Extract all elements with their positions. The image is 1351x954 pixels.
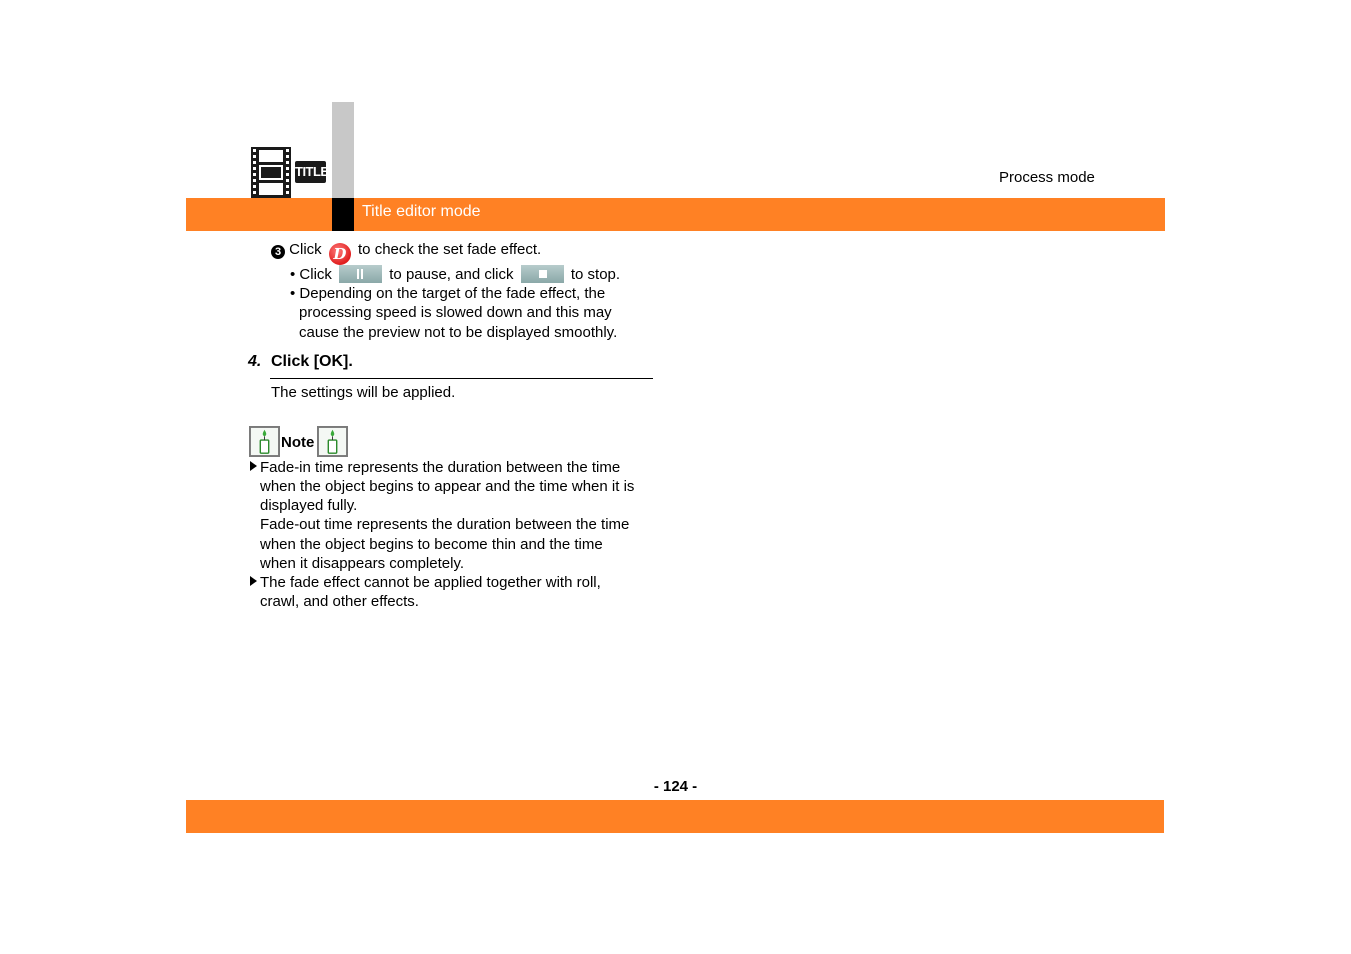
step3-click-prefix: Click: [289, 241, 322, 258]
candle-note-icon: [249, 426, 280, 457]
candle-note-icon: [317, 426, 348, 457]
step3-bullet2-line2: processing speed is slowed down and this may: [299, 304, 612, 321]
bullet1-suffix: to stop.: [570, 266, 621, 283]
play-d-icon: D: [329, 243, 351, 265]
pause-button-icon: [339, 265, 382, 283]
section-title: Title editor mode: [362, 203, 481, 220]
film-strip-icon: [251, 147, 291, 198]
triangle-bullet-icon: [250, 461, 257, 471]
step3-bullet2-line3: cause the preview not to be displayed smoothly.: [299, 324, 618, 341]
note-item1-line5: when the object begins to become thin and the time: [260, 536, 603, 553]
header-gray-tab: [332, 102, 354, 198]
bullet1-middle: to pause, and click: [389, 266, 514, 283]
triangle-bullet-icon: [250, 576, 257, 586]
note-item2-line1: The fade effect cannot be applied together with roll,: [260, 574, 601, 591]
note-item1-line4: Fade-out time represents the duration between the time: [260, 516, 630, 533]
step3-bullet1: [290, 265, 620, 284]
bullet1-prefix: • Click: [290, 266, 332, 283]
step4-divider: [270, 378, 653, 379]
note-item1-line3: displayed fully.: [260, 497, 358, 514]
step3-line: [271, 240, 541, 265]
title-logo: TITLE: [295, 161, 326, 183]
note-item1-line2: when the object begins to appear and the time when it is: [260, 478, 635, 495]
note-item2-line2: crawl, and other effects.: [260, 593, 419, 610]
step3-click-suffix: to check the set fade effect.: [358, 241, 542, 258]
footer-band: [186, 800, 1164, 833]
process-mode-label: Process mode: [999, 169, 1095, 186]
page-number: - 124 -: [653, 778, 698, 795]
step3-bullet2-line1: • Depending on the target of the fade effect, the: [290, 285, 606, 302]
step4-number: 4.: [248, 353, 262, 370]
note-item1-line6: when it disappears completely.: [260, 555, 464, 572]
note-item1-line1: Fade-in time represents the duration between the time: [260, 459, 621, 476]
note-label: Note: [281, 434, 315, 451]
stop-button-icon: [521, 265, 564, 283]
step4-label: Click [OK].: [271, 353, 353, 370]
step3-number: 3: [271, 245, 285, 259]
step4-result: The settings will be applied.: [271, 384, 456, 401]
header-black-tab: [332, 198, 354, 231]
